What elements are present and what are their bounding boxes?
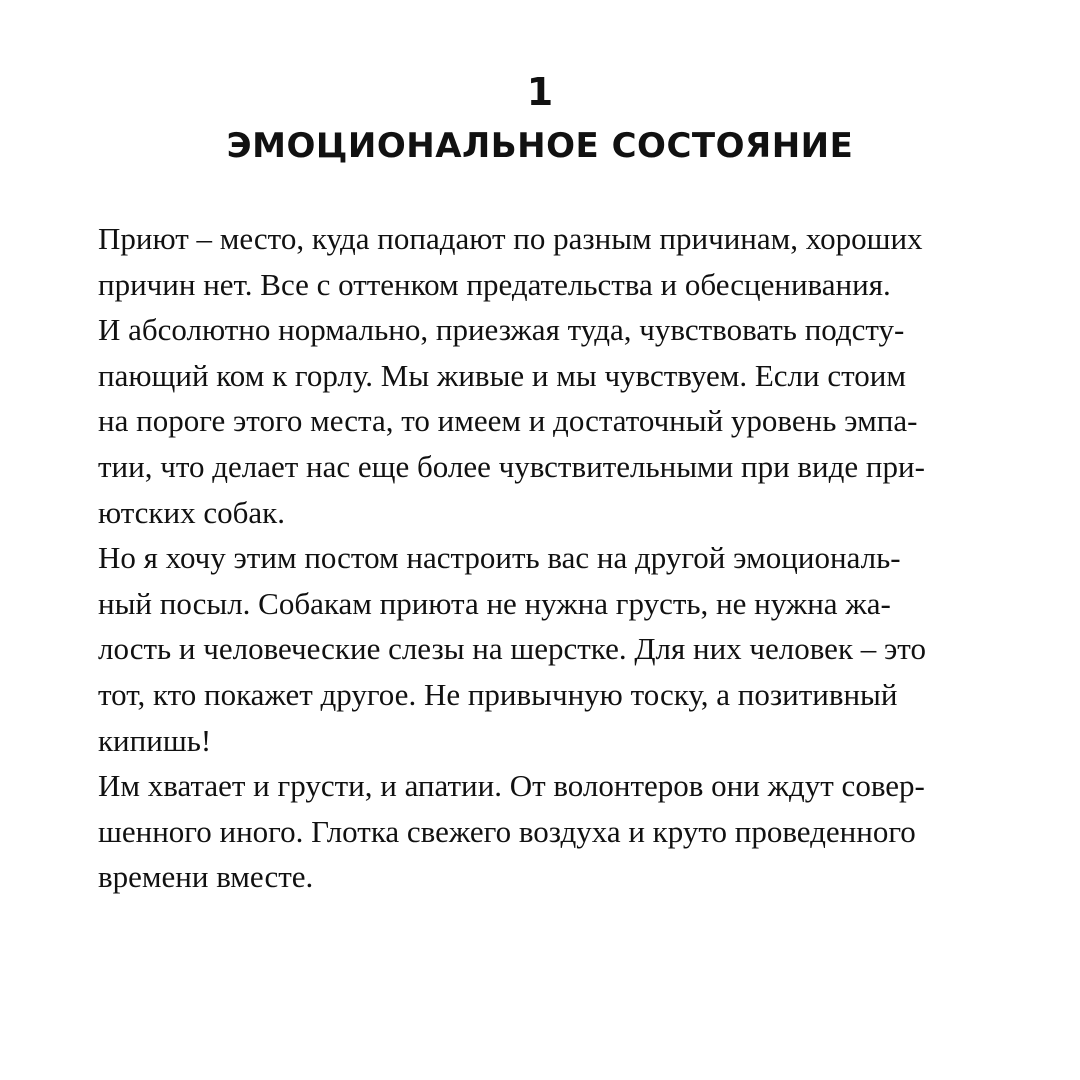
text-line: на пороге этого места, то имеем и достаточный уровень эмпа- (98, 403, 918, 439)
text-line: лость и человеческие слезы на шерстке. Для них человек – это (98, 631, 926, 667)
chapter-title: ЭМОЦИОНАЛЬНОЕ СОСТОЯНИЕ (226, 126, 854, 166)
text-line: времени вместе. (98, 859, 314, 895)
text-line: Приют – место, куда попадают по разным причинам, хороших (98, 221, 923, 256)
text-line: кипишь! (98, 722, 212, 758)
text-line: ютских собак. (98, 494, 285, 530)
chapter-number: 1 (526, 70, 554, 114)
text-line: Но я хочу этим постом настроить вас на другой эмоциональ- (98, 540, 901, 576)
body-text (98, 216, 1038, 900)
text-line: Им хватает и грусти, и апатии. От волонтеров они ждут совер- (98, 768, 925, 804)
text-line: тот, кто покажет другое. Не привычную тоску, а позитивный (98, 676, 898, 712)
text-line: пающий ком к горлу. Мы живые и мы чувствуем. Если стоим (98, 357, 906, 393)
text-line: причин нет. Все с оттенком предательства и обесценивания. (98, 266, 891, 302)
text-line: шенного иного. Глотка свежего воздуха и круто проведенного (98, 813, 916, 849)
text-line: И абсолютно нормально, приезжая туда, чувствовать подсту- (98, 312, 905, 348)
text-line: ный посыл. Собакам приюта не нужна грусть, не нужна жа- (98, 585, 891, 621)
text-line: тии, что делает нас еще более чувствительными при виде при- (98, 448, 925, 484)
